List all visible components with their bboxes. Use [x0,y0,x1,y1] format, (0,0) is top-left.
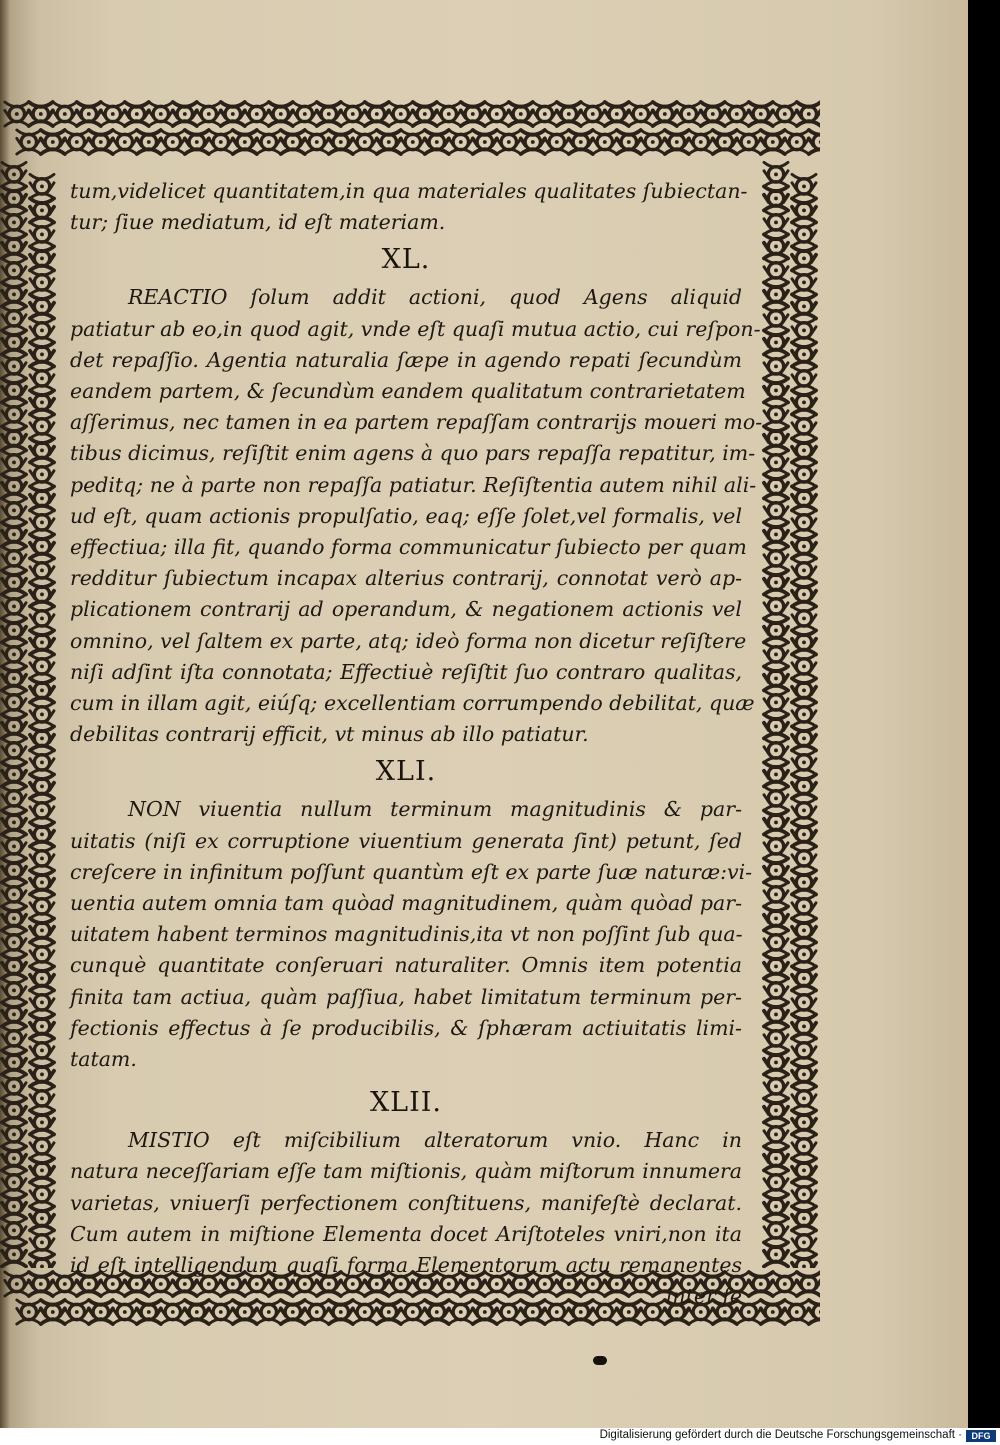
page-text [70,176,763,1313]
text-line: niſi adſint iſta connotata; Effectiuè reſiſtit ſuo contraro qualitas, [70,659,742,684]
text-line: creſcere in infinitum poſſunt quantùm eſt ex parte ſuæ naturæ:vi- [70,859,753,884]
text-line: uentia autem omnia tam quòad magnitudinem, quàm quòad par- [70,891,742,916]
text-line: plicationem contrarij ad operandum, & negationem actionis vel [70,597,742,622]
text-line: finita tam actiua, quàm paſſiua, habet limitatum terminum per- [70,984,742,1009]
ornamental-border-right [762,160,820,1268]
text-line: patiatur ab eo,in quod agit, vnde eſt quaſi mutua actio, cui reſpon- [70,316,761,341]
text-line: Cum autem in miſtione Elementa docet Ariſtoteles vniri,non ita [70,1221,742,1246]
text-line: uitatis (niſi ex corruptione viuentium generata ſint) petunt, ſed [70,828,742,853]
text-line: REACTIO ſolum addit actioni, quod Agens aliquid [128,285,742,310]
border-left-svg [0,160,58,1268]
text-line: ud eſt, quam actionis propulſatio, eaq; eſſe ſolet,vel formalis, vel [70,503,742,528]
ornamental-border-left [0,160,58,1268]
text-line: det repaſſio. Agentia naturalia ſæpe in agendo repati ſecundùm [70,347,742,372]
footer-credit-text: Digitalisierung gefördert durch die Deutsche Forschungsgemeinschaft · [599,1429,962,1441]
text-line: tur; ſiue mediatum, id eſt materiam. [70,210,446,235]
text-line: cunquè quantitate conſeruari naturaliter. Omnis item potentia [70,953,742,978]
text-line: fectionis effectus à ſe producibilis, & ſphæram actiuitatis limi- [70,1015,742,1040]
text-line: peditq; ne à parte non repaſſa patiatur. Reſiſtentia autem nihil ali- [70,472,757,497]
section-heading: XLI. [375,756,437,788]
text-line: debilitas contrarij efficit, vt minus ab illo patiatur. [70,722,589,747]
text-line: omnino, vel ſaltem ex parte, atq; ideò forma non dicetur reſiſtere [70,628,747,653]
section-heading: XL. [381,244,431,276]
ornamental-border-top [0,98,820,160]
text-line: NON viuentia nullum terminum magnitudinis & par- [128,797,742,822]
digitization-footer [0,1428,1000,1445]
text-line: uitatem habent terminos magnitudinis,ita vt non poſſint ſub qua- [70,922,743,947]
text-line: natura neceſſariam eſſe tam miſtionis, quàm miſtorum innumera [70,1159,742,1184]
dfg-logo: DFG [966,1430,996,1442]
border-right-svg [762,160,820,1268]
text-line: varietas, vniuerſi perfectionem conſtituens, manifeſtè declarat. [70,1190,742,1215]
text-line: redditur ſubiectum incapax alterius contrarij, connotat verò ap- [70,566,742,591]
section-heading: XLII. [369,1087,443,1119]
text-line: aſſerimus, nec tamen in ea partem repaſſam contrarijs moueri mo- [70,410,763,435]
text-line: MISTIO eſt miſcibilium alteratorum vnio. Hanc in [128,1128,742,1153]
text-line: inter ſe [665,1284,742,1309]
page-mark [593,1356,607,1365]
text-line: effectiua; illa fit, quando forma communicatur ſubiecto per quam [70,535,747,560]
text-line: tatam. [70,1047,137,1072]
text-line: tum,videlicet quantitatem,in qua materiales qualitates ſubiectan- [70,179,748,203]
text-line: id eſt intelligendum quaſi forma Elementorum actu remanentes [70,1253,742,1278]
border-top-svg [0,98,820,160]
text-line: tibus dicimus, reſiſtit enim agens à quo pars repaſſa repatitur, im- [70,441,756,466]
text-line: eandem partem, & ſecundùm eandem qualitatum contrarietatem [70,379,746,404]
text-line: cum in illam agit, eiúſq; excellentiam corrumpendo debilitat, quæ [70,691,755,716]
